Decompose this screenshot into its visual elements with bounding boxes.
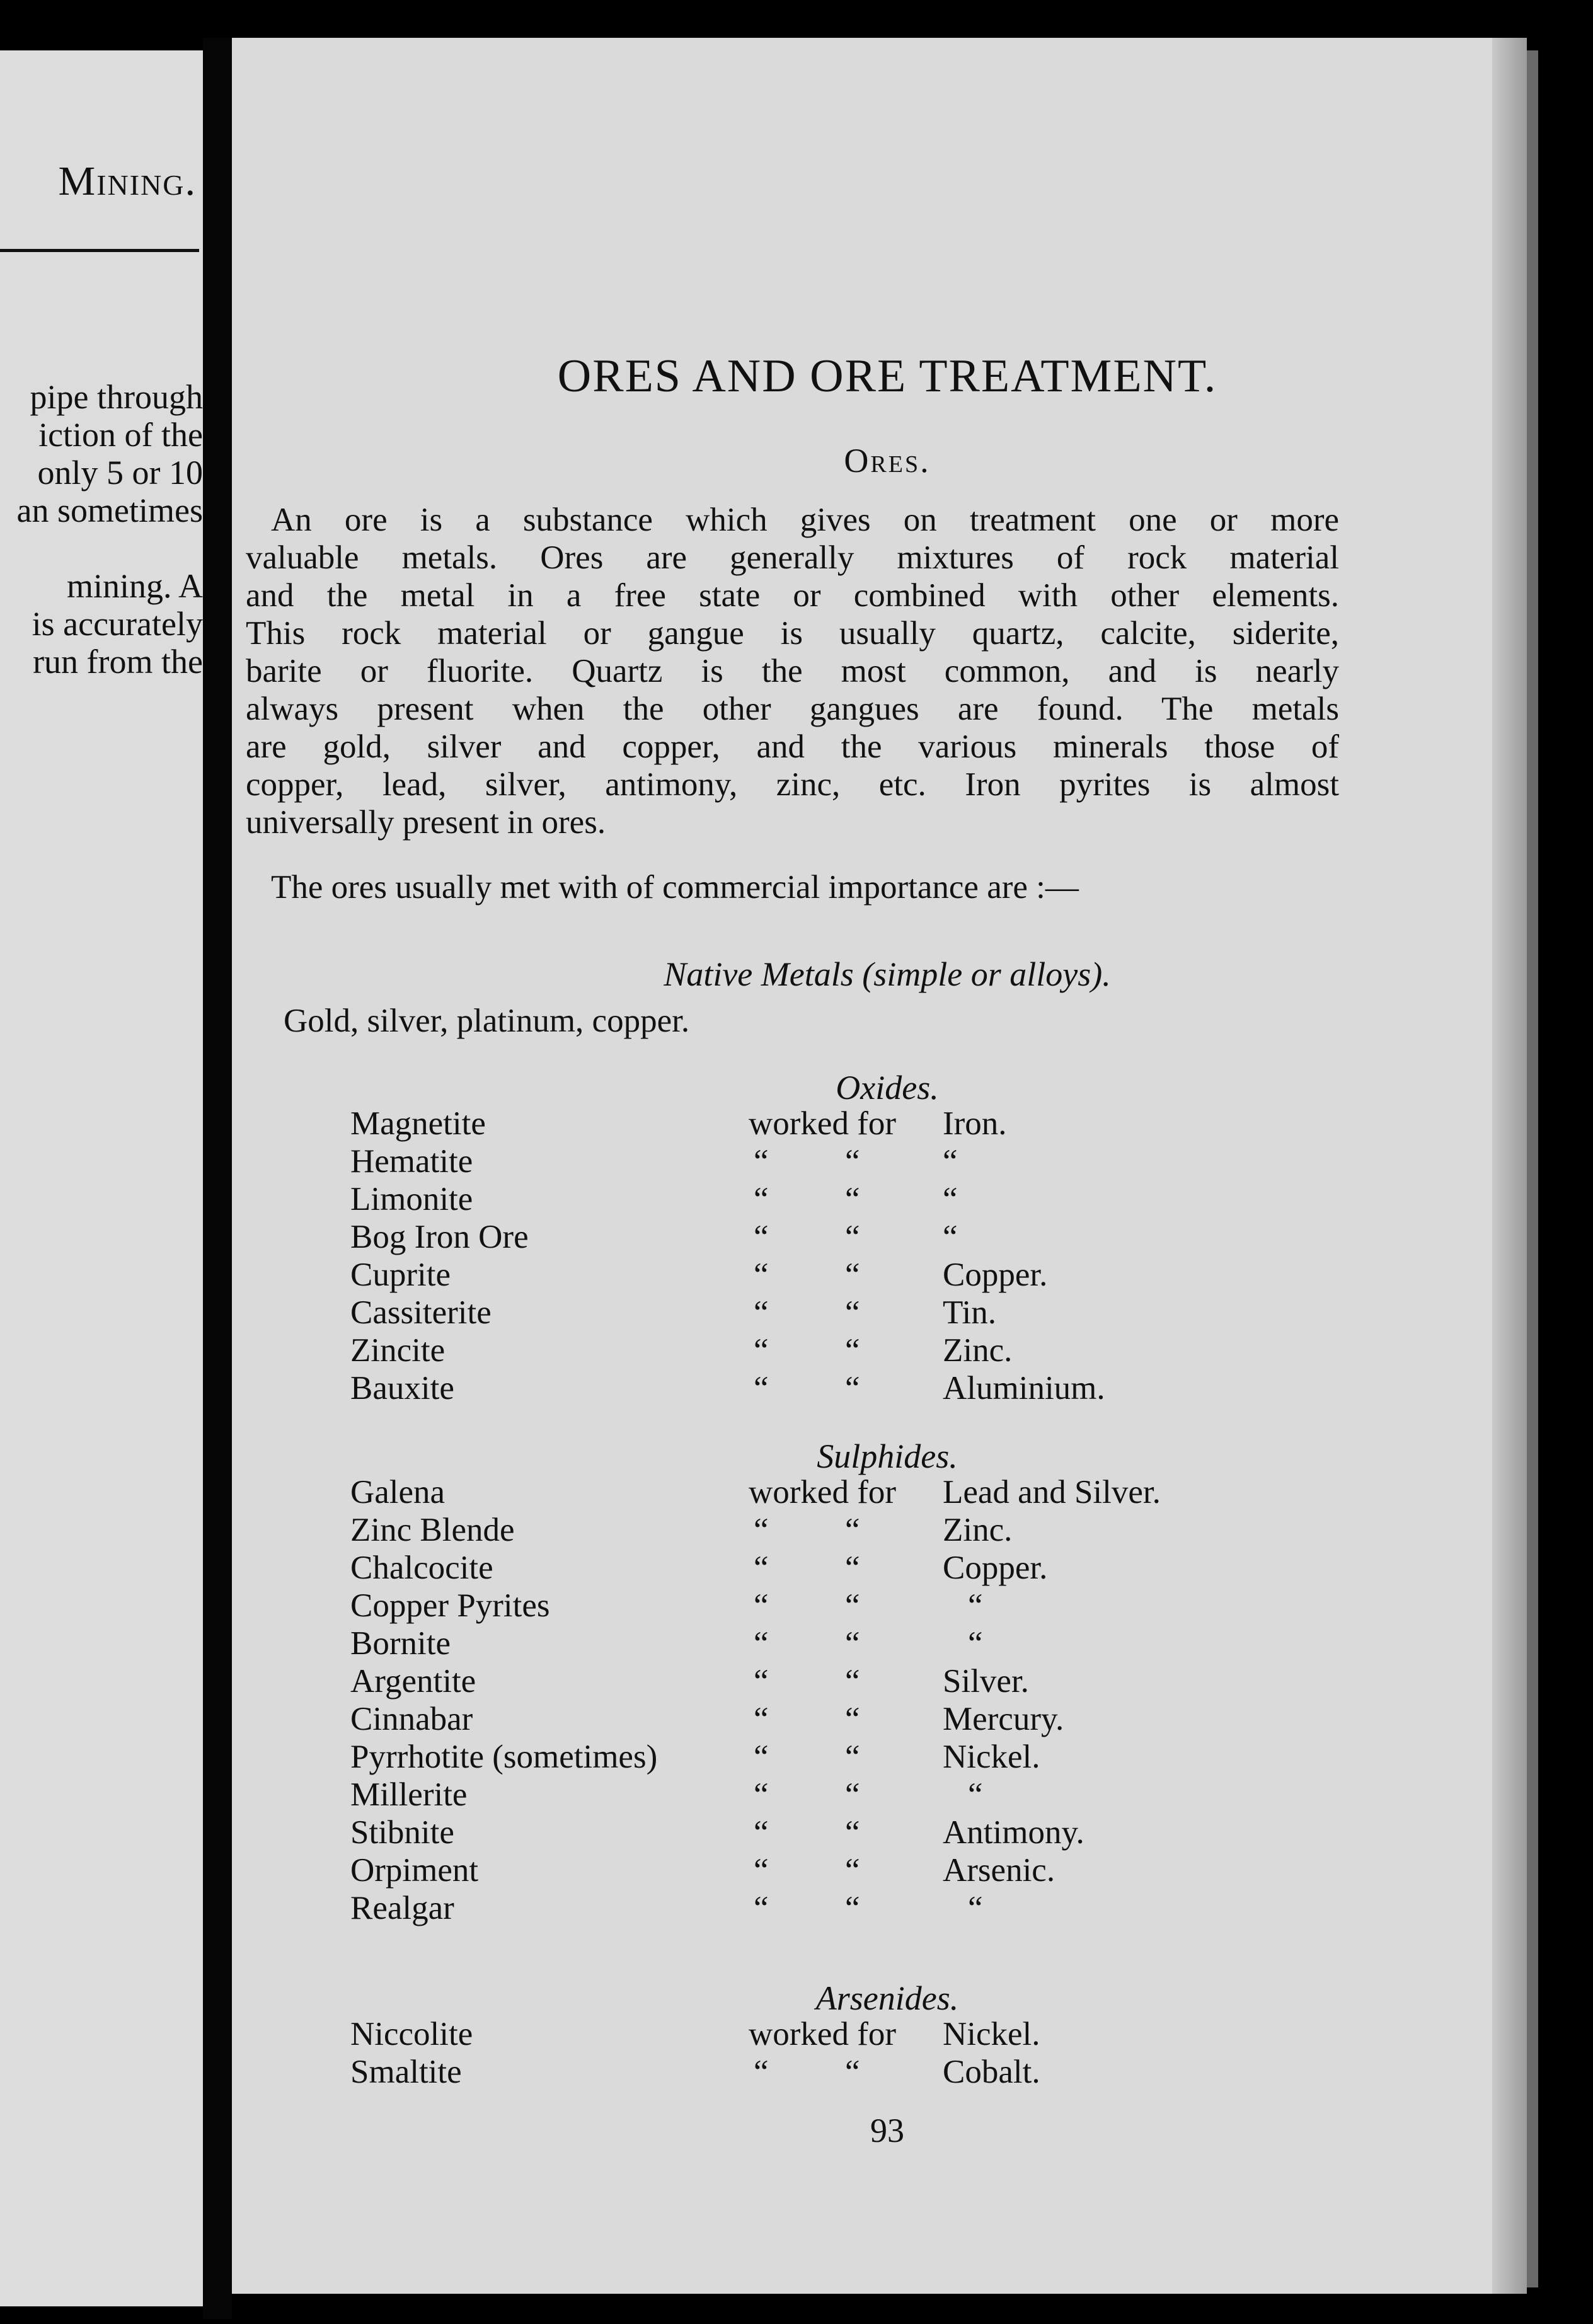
- mineral-name: Argentite: [350, 1663, 476, 1700]
- mineral-name: Bauxite: [350, 1370, 454, 1406]
- native-metals-list: Gold, silver, platinum, copper.: [284, 1003, 690, 1039]
- native-metals-heading: [232, 955, 1492, 994]
- ditto-mark: “: [754, 1852, 769, 1889]
- metal-name: Lead and Silver.: [943, 1474, 1161, 1510]
- ditto-mark: “: [845, 1890, 860, 1926]
- metal-name: “: [968, 1890, 983, 1926]
- ditto-mark: “: [845, 1701, 860, 1737]
- left-line: run from the: [33, 643, 203, 681]
- intro-line: always present when the other gangues are found. The metals: [246, 691, 1339, 727]
- ditto-mark: “: [845, 2054, 860, 2090]
- native-metals-paren: (simple or alloys).: [862, 955, 1111, 993]
- ditto-mark: “: [754, 1587, 769, 1624]
- mineral-name: Bog Iron Ore: [350, 1219, 529, 1255]
- intro-line: barite or fluorite. Quartz is the most common, and is nearly: [246, 653, 1339, 689]
- intro-line: An ore is a substance which gives on treatment one or more: [271, 502, 1339, 538]
- metal-name: Iron.: [943, 1105, 1007, 1142]
- intro-line: copper, lead, silver, antimony, zinc, etc. Iron pyrites is almost: [246, 766, 1339, 803]
- mineral-name: Hematite: [350, 1143, 473, 1180]
- metal-name: Zinc.: [943, 1512, 1013, 1548]
- ditto-mark: “: [754, 1294, 769, 1331]
- metal-name: Cobalt.: [943, 2054, 1040, 2090]
- ditto-mark: “: [845, 1852, 860, 1889]
- mineral-name: Bornite: [350, 1625, 451, 1662]
- intro-line: valuable metals. Ores are generally mixtures of rock material: [246, 539, 1339, 576]
- left-page-header: Mining.: [58, 158, 197, 204]
- left-line: iction of the: [38, 416, 203, 454]
- ditto-mark: “: [845, 1512, 860, 1548]
- ditto-mark: “: [845, 1625, 860, 1662]
- ditto-mark: “: [754, 1181, 769, 1217]
- left-page-rule: [0, 249, 199, 252]
- mineral-name: Smaltite: [350, 2054, 462, 2090]
- ditto-mark: “: [754, 1776, 769, 1813]
- ditto-mark: “: [845, 1257, 860, 1293]
- ditto-mark: “: [754, 1625, 769, 1662]
- metal-name: Tin.: [943, 1294, 996, 1331]
- ditto-mark: “: [754, 1257, 769, 1293]
- mineral-name: Limonite: [350, 1181, 473, 1217]
- metal-name: Silver.: [943, 1663, 1029, 1700]
- ditto-mark: “: [845, 1181, 860, 1217]
- ditto-mark: “: [845, 1294, 860, 1331]
- left-facing-page: [0, 50, 203, 2306]
- metal-name: Copper.: [943, 1550, 1048, 1586]
- book-gutter: [203, 38, 232, 2319]
- ditto-mark: “: [754, 1143, 769, 1180]
- left-line: only 5 or 10: [37, 454, 203, 492]
- metal-name: “: [943, 1181, 958, 1217]
- ditto-mark: “: [754, 1701, 769, 1737]
- metal-name: “: [968, 1587, 983, 1624]
- section-subtitle: Ores.: [844, 442, 931, 480]
- worked-for: worked for: [749, 1105, 896, 1142]
- ditto-mark: “: [754, 1550, 769, 1586]
- intro-line: and the metal in a free state or combined with other elements.: [246, 577, 1339, 614]
- intro-line: universally present in ores.: [246, 804, 606, 841]
- mineral-name: Galena: [350, 1474, 446, 1510]
- left-line: pipe through: [30, 378, 203, 416]
- left-page-text: [0, 378, 203, 681]
- ditto-mark: “: [845, 1332, 860, 1369]
- ditto-mark: “: [754, 1890, 769, 1926]
- left-line: an sometimes: [16, 492, 203, 529]
- mineral-name: Orpiment: [350, 1852, 479, 1889]
- metal-name: Arsenic.: [943, 1852, 1055, 1889]
- intro-line: This rock material or gangue is usually quartz, calcite, siderite,: [246, 615, 1339, 652]
- book-page: [232, 38, 1492, 2294]
- page-edge-shadow: [1527, 50, 1538, 2287]
- ditto-mark: “: [845, 1814, 860, 1851]
- metal-name: “: [943, 1219, 958, 1255]
- mineral-name: Niccolite: [350, 2016, 473, 2052]
- left-line: mining. A: [66, 567, 203, 605]
- mineral-name: Chalcocite: [350, 1550, 493, 1586]
- ditto-mark: “: [845, 1663, 860, 1700]
- ditto-mark: “: [754, 1739, 769, 1775]
- arsenides-heading: Arsenides.: [815, 1979, 959, 2017]
- ditto-mark: “: [754, 1512, 769, 1548]
- oxides-heading: Oxides.: [836, 1069, 939, 1107]
- metal-name: Nickel.: [943, 1739, 1040, 1775]
- worked-for: worked for: [749, 2016, 896, 2052]
- ditto-mark: “: [754, 1370, 769, 1406]
- metal-name: “: [943, 1143, 958, 1180]
- left-line: is accurately: [32, 605, 203, 643]
- ditto-mark: “: [845, 1370, 860, 1406]
- sulphides-heading: Sulphides.: [817, 1437, 958, 1475]
- ditto-mark: “: [845, 1587, 860, 1624]
- ditto-mark: “: [754, 2054, 769, 2090]
- native-metals-title: Native Metals: [664, 955, 854, 993]
- ditto-mark: “: [754, 1663, 769, 1700]
- mineral-name: Cuprite: [350, 1257, 451, 1293]
- metal-name: Zinc.: [943, 1332, 1013, 1369]
- metal-name: Nickel.: [943, 2016, 1040, 2052]
- intro-paragraph: [246, 501, 1339, 841]
- left-line-gap: [0, 529, 203, 567]
- metal-name: Mercury.: [943, 1701, 1064, 1737]
- ditto-mark: “: [845, 1143, 860, 1180]
- intro-line: are gold, silver and copper, and the various minerals those of: [246, 728, 1339, 765]
- metal-name: Copper.: [943, 1257, 1048, 1293]
- page-title: ORES AND ORE TREATMENT.: [557, 350, 1217, 402]
- ditto-mark: “: [845, 1776, 860, 1813]
- mineral-name: Cinnabar: [350, 1701, 473, 1737]
- intro-closing-line: The ores usually met with of commercial importance are :—: [271, 869, 1079, 906]
- metal-name: Aluminium.: [943, 1370, 1105, 1406]
- metal-name: Antimony.: [943, 1814, 1084, 1851]
- mineral-name: Cassiterite: [350, 1294, 492, 1331]
- ditto-mark: “: [845, 1219, 860, 1255]
- mineral-name: Zincite: [350, 1332, 446, 1369]
- ditto-mark: “: [845, 1739, 860, 1775]
- ditto-mark: “: [754, 1219, 769, 1255]
- mineral-name: Millerite: [350, 1776, 468, 1813]
- mineral-name: Zinc Blende: [350, 1512, 515, 1548]
- mineral-name: Copper Pyrites: [350, 1587, 550, 1624]
- ditto-mark: “: [754, 1814, 769, 1851]
- metal-name: “: [968, 1625, 983, 1662]
- page-number: 93: [870, 2112, 904, 2149]
- worked-for: worked for: [749, 1474, 896, 1510]
- mineral-name: Realgar: [350, 1890, 454, 1926]
- metal-name: “: [968, 1776, 983, 1813]
- mineral-name: Stibnite: [350, 1814, 454, 1851]
- ditto-mark: “: [754, 1332, 769, 1369]
- page-edge: [1492, 38, 1527, 2294]
- mineral-name: Pyrrhotite (sometimes): [350, 1739, 658, 1775]
- ditto-mark: “: [845, 1550, 860, 1586]
- mineral-name: Magnetite: [350, 1105, 486, 1142]
